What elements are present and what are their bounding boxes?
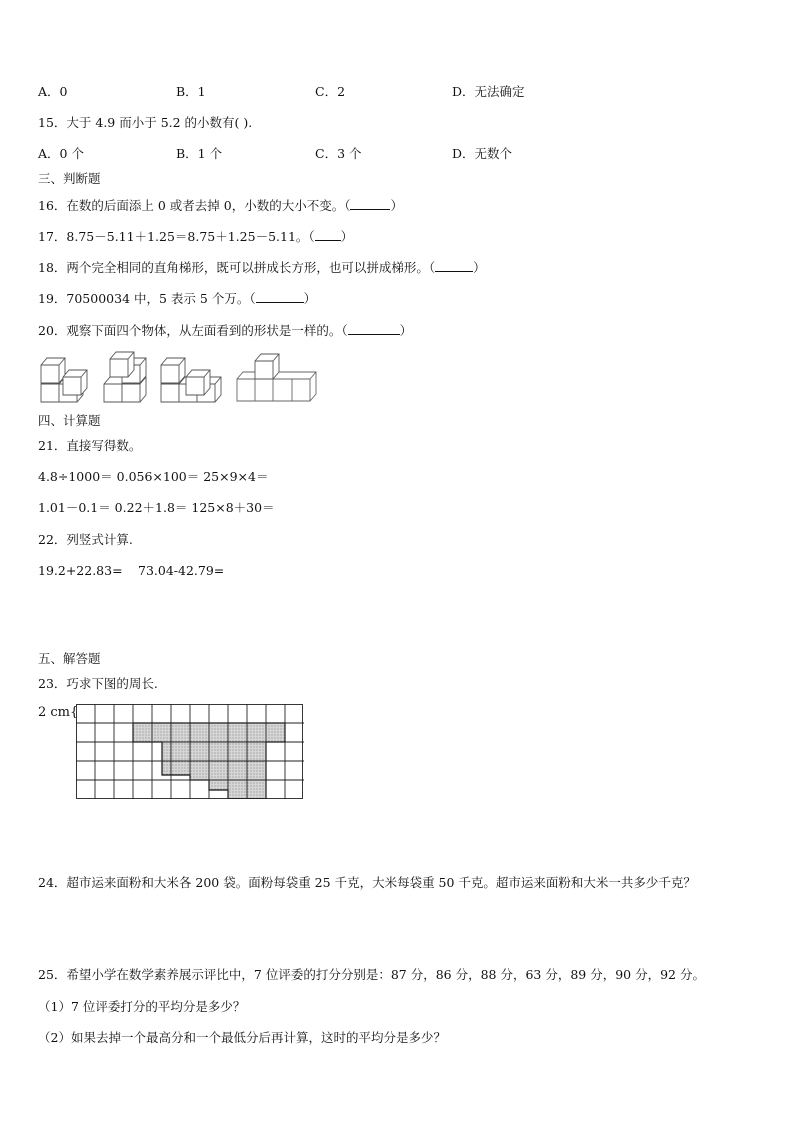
- q19-question: [38, 291, 316, 307]
- q23-question: 23．巧求下图的周长.: [38, 676, 158, 691]
- q20-question: [38, 323, 412, 339]
- cube-object-2: [104, 352, 146, 402]
- cube-object-3: [161, 358, 221, 402]
- q15-option-b: B．1 个: [176, 146, 223, 161]
- q16-text: 16．在数的后面添上 0 或者去掉 0，小数的大小不变。（: [38, 198, 351, 213]
- q21-row-2: 1.01－0.1＝ 0.22＋1.8＝ 125×8＋30＝: [38, 500, 275, 515]
- section-4-title: 四、计算题: [38, 413, 101, 428]
- q25-sub-question-1: （1）7 位评委打分的平均分是多少？: [38, 999, 246, 1014]
- q18-text: 18．两个完全相同的直角梯形，既可以拼成长方形，也可以拼成梯形。（: [38, 260, 436, 275]
- q23-scale-label: 2 cm{: [38, 705, 79, 720]
- q23-grid-lines: [76, 704, 304, 799]
- q17-text: 17．8.75－5.11＋1.25＝8.75＋1.25－5.11。（: [38, 229, 315, 244]
- q25-question: 25．希望小学在数学素养展示评比中，7 位评委的打分分别是：87 分，86 分，88 分，63 分，89 分，90 分，92 分。: [38, 967, 705, 982]
- q22-expression-1: 19.2+22.83=: [38, 563, 123, 578]
- q24-question: 24．超市运来面粉和大米各 200 袋。面粉每袋重 25 千克，大米每袋重 50 千克。超市运来面粉和大米一共多少千克？: [38, 875, 696, 890]
- q16-question: [38, 198, 403, 214]
- q25-sub-question-2: （2）如果去掉一个最高分和一个最低分后再计算，这时的平均分是多少？: [38, 1030, 446, 1045]
- q19-text: 19．70500034 中，5 表示 5 个万。（: [38, 291, 256, 306]
- q19-answer-blank[interactable]: [256, 291, 304, 303]
- q16-answer-blank[interactable]: [350, 198, 390, 210]
- q16-close: ）: [390, 198, 403, 213]
- q20-cube-figures: [36, 348, 326, 406]
- q20-text: 20．观察下面四个物体，从左面看到的形状是一样的。（: [38, 323, 348, 338]
- q22-expression-2: 73.04-42.79=: [138, 563, 225, 578]
- q21-question: 21．直接写得数。: [38, 438, 142, 453]
- q23-grid-figure: [76, 704, 304, 799]
- q14-option-c: C．2: [315, 84, 346, 99]
- section-3-title: 三、判断题: [38, 171, 101, 186]
- q14-option-d: D．无法确定: [452, 84, 525, 99]
- q14-option-a: A．0: [38, 84, 68, 99]
- cube-object-4: [237, 354, 316, 401]
- q19-close: ）: [303, 291, 317, 306]
- q15-question: 15．大于 4.9 而小于 5.2 的小数有( ).: [38, 115, 253, 130]
- cube-object-1: [41, 358, 87, 402]
- q15-option-d: D．无数个: [452, 146, 513, 161]
- q15-option-a: A．0 个: [38, 146, 84, 161]
- q18-close: ）: [473, 260, 486, 275]
- q20-answer-blank[interactable]: [348, 323, 400, 335]
- q18-question: [38, 260, 486, 276]
- q14-option-b: B．1: [176, 84, 206, 99]
- q17-close: ）: [340, 229, 354, 244]
- q21-row-1: 4.8÷1000＝ 0.056×100＝ 25×9×4＝: [38, 469, 269, 484]
- q18-answer-blank[interactable]: [435, 260, 473, 272]
- q22-question: 22．列竖式计算.: [38, 532, 133, 547]
- q20-close: ）: [399, 323, 413, 338]
- q17-answer-blank[interactable]: [315, 229, 341, 241]
- q15-option-c: C．3 个: [315, 146, 362, 161]
- q17-question: [38, 229, 353, 245]
- section-5-title: 五、解答题: [38, 651, 101, 666]
